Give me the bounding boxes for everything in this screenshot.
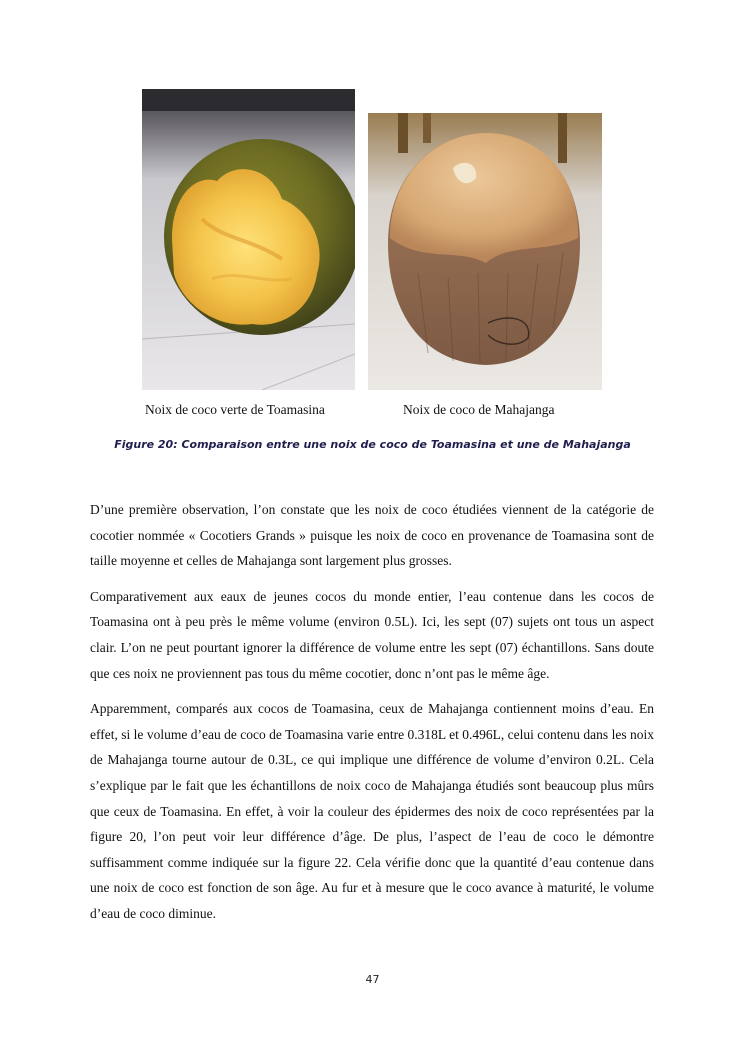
caption-right: Noix de coco de Mahajanga — [403, 402, 555, 417]
green-coconut-image — [142, 89, 355, 390]
page-number: 47 — [365, 973, 380, 986]
figure-title: Figure 20: Comparaison entre une noix de coco de Toamasina et une de Mahajanga — [114, 438, 631, 451]
mature-coconut-image — [368, 113, 602, 390]
body-text — [90, 497, 654, 937]
paragraph-1: D’une première observation, l’on constate que les noix de coco étudiées viennent de la catégorie de cocotier nommée « Cocotiers Grands » puisque les noix de coco en provenance de Toamasina sont de taille moyenne et celles de Mahajanga sont largement plus grosses. — [90, 502, 654, 569]
caption-left: Noix de coco verte de Toamasina — [145, 402, 325, 417]
photo-mature-coconut-mahajanga — [368, 113, 602, 390]
paragraph-2: Comparativement aux eaux de jeunes cocos du monde entier, l’eau contenue dans les cocos de Toamasina ont à peu près le même volume (environ 0.5L). Ici, les sept (07) sujets ont tous un aspect clair. L’on ne peut pourtant ignorer la différence de volume entre les sept (07) échantillons. Sans doute que ces noix ne proviennent pas tous du même cocotier, donc n’ont pas le même âge. — [90, 588, 654, 681]
photo-green-coconut-toamasina — [142, 89, 355, 390]
paragraph-3: Apparemment, comparés aux cocos de Toamasina, ceux de Mahajanga contiennent moins d’eau. En effet, si le volume d’eau de coco de Toamasina varie entre 0.318L et 0.496L, celui contenu dans les noix de Mahajanga tourne autour de 0.3L, ce qui implique une différence de volume d’environ 0.2L. Cela s’explique par le fait que les échantillons de noix coco de Mahajanga étudiés sont beaucoup plus mûrs que ceux de Toamasina. En effet, à voir la couleur des épidermes des noix de coco représentées par la figure 20, l’on peut voir leur différence d’âge. De plus, l’aspect de l’eau de coco le démontre suffisamment comme indiquée sur la figure 22. Cela vérifie donc que la quantité d’eau contenue dans une noix de coco est fonction de son âge. Au fur et à mesure que le coco avance à maturité, le volume d’eau de coco diminue. — [90, 701, 654, 921]
